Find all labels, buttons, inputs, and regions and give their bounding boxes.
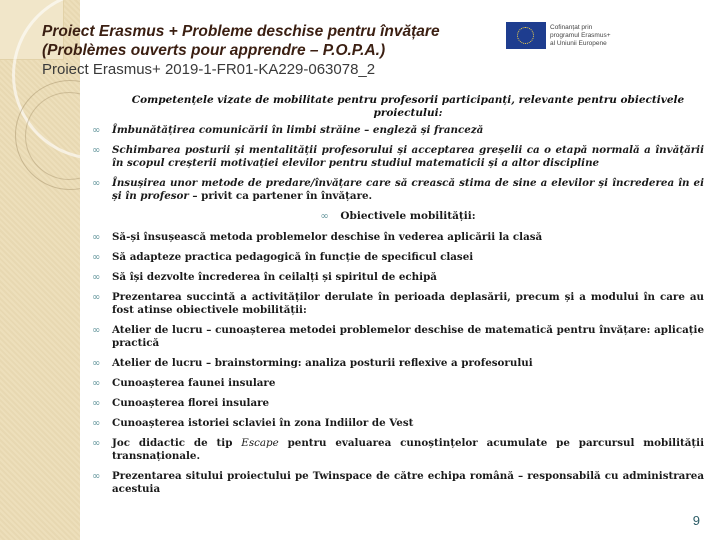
slide-header xyxy=(42,22,440,79)
list-item-text: Atelier de lucru – brainstorming: analiza posturii reflexive a profesorului xyxy=(112,357,533,369)
eu-flag-icon xyxy=(506,22,546,49)
eu-logo-line: Cofinanțat prin xyxy=(550,23,593,31)
title-line-1: Proiect Erasmus + Probleme deschise pentru învățare xyxy=(42,23,440,40)
page-number: 9 xyxy=(692,513,700,528)
infinity-bullet-icon: ∞ xyxy=(92,325,101,336)
list-item xyxy=(92,291,704,317)
list-item xyxy=(92,144,704,170)
list-item-text-suffix: – privit ca partener în învățare. xyxy=(188,190,373,202)
infinity-bullet-icon: ∞ xyxy=(92,418,101,429)
list-item xyxy=(92,437,704,463)
list-item-text: Cunoașterea florei insulare xyxy=(112,397,270,409)
list-item-text: Joc didactic de tip xyxy=(112,437,242,449)
list-item xyxy=(92,417,704,430)
title-line-2: (Problèmes ouverts pour apprendre – P.O.P.A.) xyxy=(42,42,386,59)
list-item xyxy=(92,324,704,350)
slide-content xyxy=(92,94,704,503)
infinity-bullet-icon: ∞ xyxy=(92,178,101,189)
infinity-bullet-icon: ∞ xyxy=(92,358,101,369)
list-item xyxy=(92,177,704,203)
infinity-bullet-icon: ∞ xyxy=(92,232,101,243)
list-item-emphasis: Escape xyxy=(241,437,279,449)
objectives-title-text: Obiectivele mobilității: xyxy=(340,210,476,222)
list-item-text: Însușirea unor metode de predare/învățare care să crească stima de sine a elevilor și încrederea în ei și în profesor xyxy=(112,177,704,202)
infinity-bullet-icon: ∞ xyxy=(92,145,101,156)
list-item-text: Atelier de lucru – cunoașterea metodei problemelor deschise de matematică pentru învățare: aplicație practică xyxy=(112,324,704,349)
project-code: Proiect Erasmus+ 2019-1-FR01-KA229-063078_2 xyxy=(42,61,376,78)
list-item-text: Prezentarea succintă a activităților derulate în perioada deplasării, precum și a modului în care au fost atinse obiectivele mobilității: xyxy=(112,291,704,316)
list-item xyxy=(92,271,704,284)
decorative-side-strip xyxy=(0,0,80,540)
list-item xyxy=(92,397,704,410)
competences-list xyxy=(92,124,704,203)
list-item xyxy=(92,470,704,496)
list-item-text: Prezentarea sitului proiectului pe Twinspace de către echipa română – responsabilă cu administrarea acestuia xyxy=(112,470,704,495)
eu-logo-line: programul Erasmus+ xyxy=(550,31,611,39)
eu-logo-line: al Uniunii Europene xyxy=(550,39,607,47)
list-item xyxy=(92,251,704,264)
infinity-bullet-icon: ∞ xyxy=(92,438,101,449)
infinity-bullet-icon: ∞ xyxy=(92,471,101,482)
list-item-text: Cunoașterea istoriei sclaviei în zona Indiilor de Vest xyxy=(112,417,414,429)
list-item xyxy=(92,377,704,390)
eu-cofunding-logo xyxy=(506,22,611,49)
infinity-bullet-icon: ∞ xyxy=(92,378,101,389)
infinity-bullet-icon: ∞ xyxy=(92,272,101,283)
eu-logo-text xyxy=(550,24,611,48)
objectives-title xyxy=(92,210,704,223)
list-item-text: Îmbunătățirea comunicării în limbi străine – engleză și franceză xyxy=(112,124,484,136)
list-item xyxy=(92,357,704,370)
list-item xyxy=(92,231,704,244)
list-item-text: Cunoașterea faunei insulare xyxy=(112,377,276,389)
list-item-text: Să își dezvolte încrederea în ceilalți și spiritul de echipă xyxy=(112,271,437,283)
infinity-bullet-icon: ∞ xyxy=(320,211,329,222)
list-item-text: Să adapteze practica pedagogică în funcție de specificul clasei xyxy=(112,251,474,263)
list-item xyxy=(92,124,704,137)
infinity-bullet-icon: ∞ xyxy=(92,125,101,136)
infinity-bullet-icon: ∞ xyxy=(92,252,101,263)
objectives-list xyxy=(92,231,704,496)
list-item-text: pentru evaluarea cunoștințelor acumulate pe parcursul mobilității transnaționale. xyxy=(112,437,704,462)
infinity-bullet-icon: ∞ xyxy=(92,398,101,409)
competences-title: Competențele vizate de mobilitate pentru profesorii participanți, relevante pentru obiectivele proiectului: xyxy=(131,94,685,119)
infinity-bullet-icon: ∞ xyxy=(92,292,101,303)
list-item-text: Să-și însușească metoda problemelor deschise în vederea aplicării la clasă xyxy=(112,231,543,243)
list-item-text: Schimbarea posturii și mentalității profesorului și acceptarea greșelii ca o etapă normală a învățării în scopul creșterii motivației elevilor pentru studiul matematicii și a altor discipline xyxy=(112,144,704,169)
